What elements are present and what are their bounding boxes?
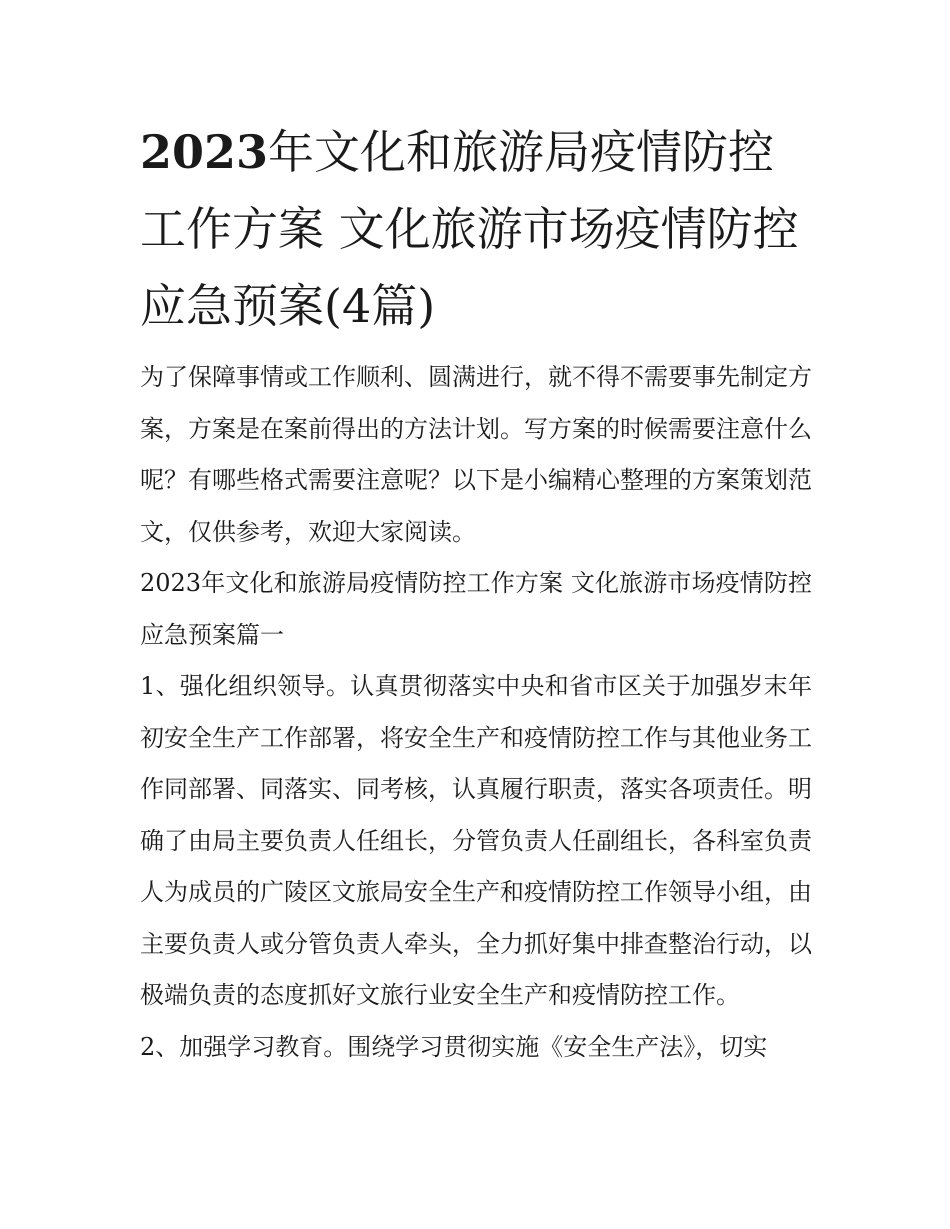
body-paragraph: 1、强化组织领导。认真贯彻落实中央和省市区关于加强岁末年初安全生产工作部署，将安全生产和疫情防控工作与其他业务工作同部署、同落实、同考核，认真履行职责，落实各项责任。明确了由局主要负责人任组长，分管负责人任副组长，各科室负责人为成员的广陵区文旅局安全生产和疫情防控工作领导小组，由主要负责人或分管负责人牵头，全力抓好集中排查整治行动，以极端负责的态度抓好文旅行业安全生产和疫情防控工作。 — [140, 672, 812, 1009]
body-paragraph: 2、加强学习教育。围绕学习贯彻实施《安全生产法》，切实 — [140, 1032, 768, 1061]
document-title-year: 2023 — [140, 125, 269, 179]
intro-paragraph: 为了保障事情或工作顺利、圆满进行，就不得不需要事先制定方案，方案是在案前得出的方法计划。写方案的时候需要注意什么呢？有哪些格式需要注意呢？以下是小编精心整理的方案策划范文，仅供参考，欢迎大家阅读。 — [140, 363, 812, 546]
document-title-text: 年文化和旅游局疫情防控工作方案 文化旅游市场疫情防控应急预案(4篇) — [140, 125, 799, 333]
document-body — [140, 352, 812, 1073]
section-heading: 2023年文化和旅游局疫情防控工作方案 文化旅游市场疫情防控应急预案篇一 — [140, 569, 812, 649]
document-title — [140, 114, 820, 345]
